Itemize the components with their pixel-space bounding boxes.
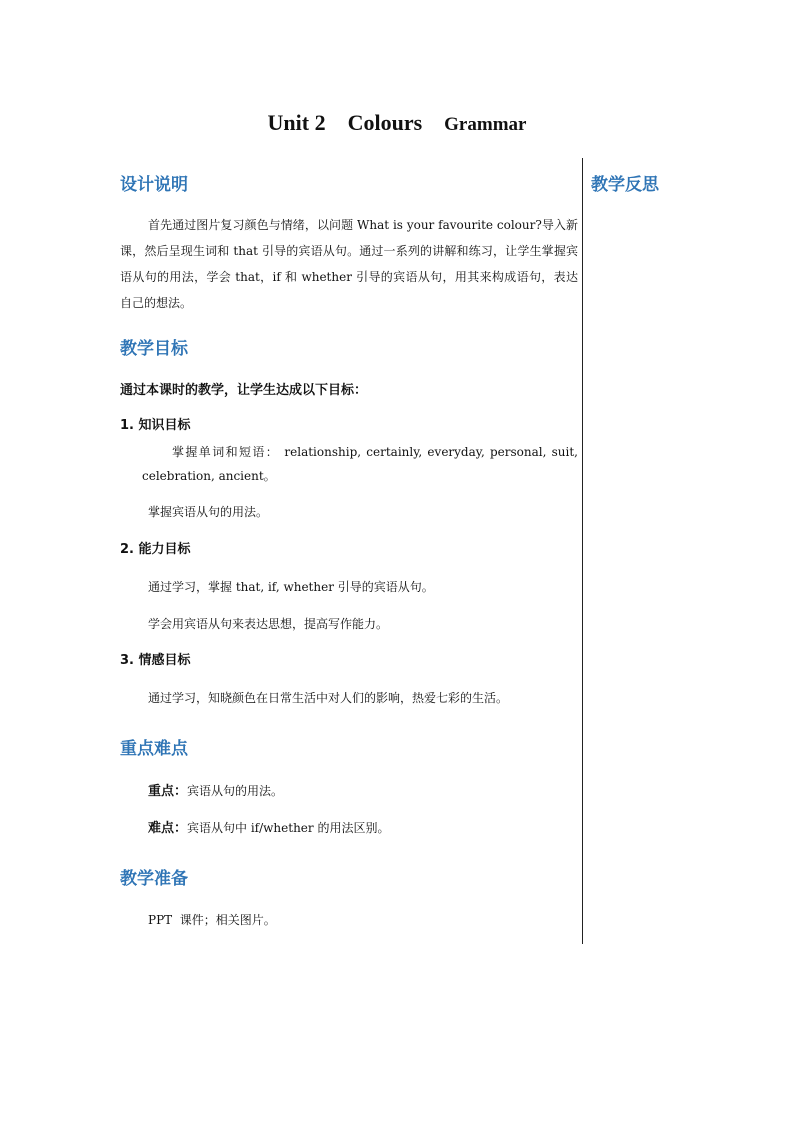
- difficult-point-text: 宾语从句中 if/whether 的用法区别。: [187, 821, 390, 835]
- title-unit: Unit 2: [267, 110, 326, 135]
- title-section: Grammar: [444, 114, 527, 135]
- title-topic: Colours: [347, 110, 423, 135]
- key-point: [148, 779, 283, 804]
- knowledge-label: 1. 知识目标: [120, 418, 191, 433]
- page-title: [0, 110, 794, 136]
- objectives-intro: 通过本课时的教学，让学生达成以下目标：: [120, 383, 368, 398]
- difficult-point-label: 难点：: [148, 821, 188, 836]
- key-point-text: 宾语从句的用法。: [187, 784, 284, 798]
- knowledge-usage: 掌握宾语从句的用法。: [148, 505, 269, 519]
- keypoints-heading: 重点难点: [120, 739, 188, 759]
- emotion-line1: 通过学习，知晓颜色在日常生活中对人们的影响，热爱七彩的生活。: [148, 691, 509, 705]
- emotion-label: 3. 情感目标: [120, 653, 191, 668]
- design-paragraph: 首先通过图片复习颜色与情绪，以问题 What is your favourite colour?导入新课，然后呈现生词和 that 引导的宾语从句。通过一系列的讲解和练习，让学生掌握宾语从句的用法，学会 that，if 和 whether 引导的宾语从句，用其来构成语句，表达自己的想法。: [120, 218, 578, 310]
- key-point-label: 重点：: [148, 784, 188, 799]
- prep-heading: 教学准备: [120, 869, 188, 889]
- ability-line2: 学会用宾语从句来表达思想，提高写作能力。: [148, 617, 389, 631]
- knowledge-words: 掌握单词和短语： relationship, certainly, everyday, personal, suit, celebration, ancient。: [142, 445, 578, 483]
- ability-label: 2. 能力目标: [120, 542, 191, 557]
- ability-line1: 通过学习，掌握 that, if, whether 引导的宾语从句。: [148, 580, 434, 594]
- column-divider: [582, 158, 583, 944]
- reflection-heading: 教学反思: [591, 175, 659, 195]
- design-heading: 设计说明: [120, 175, 188, 195]
- difficult-point: [148, 816, 389, 841]
- objectives-heading: 教学目标: [120, 339, 188, 359]
- prep-text: PPT 课件；相关图片。: [148, 913, 276, 927]
